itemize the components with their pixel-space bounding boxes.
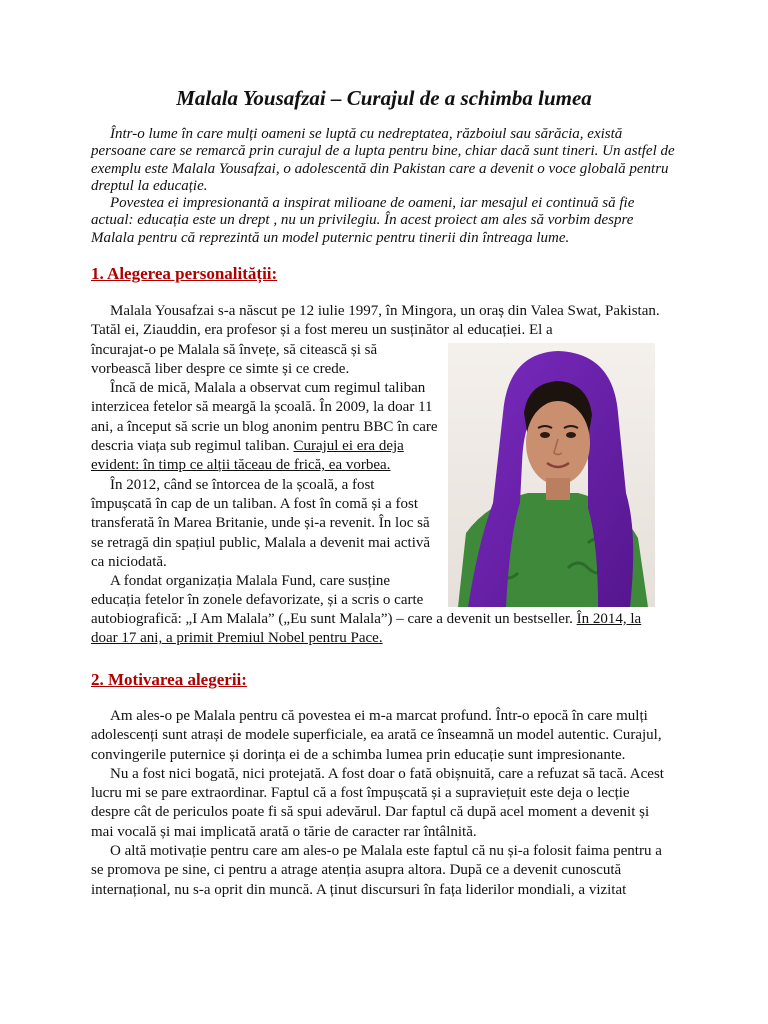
section1-paragraph-4-start: A fondat organizația Malala Fund, care susține educația fetelor în zonele defavorizate, și a scris o carte xyxy=(91,573,424,609)
section2-paragraph-2: Nu a fost nici bogată, nici protejată. A fost doar o fată obișnuită, care a refuzat să tacă. Acest lucru mi se pare extraordinar. Faptul că a fost împușcată și a supraviețuit este deja o lecție despre cât de periculos poate fi să spui adevărul. Dar faptul că după acel moment a devenit și mai vocală și mai implicată arată o tărie de caracter rar întâlnită. xyxy=(91,765,664,840)
paragraph-4-text: autobiografică: „I Am Malala” („Eu sunt Malala”) – care a devenit un bestseller. xyxy=(91,611,577,627)
section1-paragraph-1-line: Malala Yousafzai s-a născut pe 12 iulie 1997, în Mingora, un oraș din Valea Swat, Pakistan. Tatăl ei, Ziauddin, era profesor și a fost mereu un susținător al educației. El a xyxy=(91,303,660,339)
underlined-nobel-sentence: În 2014, la doar 17 ani, a primit Premiul Nobel pentru Pace. xyxy=(91,611,642,647)
section1-wrapped-text xyxy=(91,341,439,611)
portrait-illustration xyxy=(448,343,655,607)
malala-portrait-photo xyxy=(448,343,655,607)
section1-paragraph-2 xyxy=(91,379,439,475)
section-heading-1: 1. Alegerea personalității: xyxy=(91,264,278,283)
intro-paragraph: Povestea ei impresionantă a inspirat milioane de oameni, iar mesajul ei continuă să fie actual: educația este un drept , nu un privilegiu. În acest proiect am ales să vorbim despre Malala pentru că reprezintă un model puternic pentru tinerii din întreaga lume. xyxy=(91,195,635,246)
section1-paragraph-4-end xyxy=(91,610,671,649)
section2-paragraph-1: Am ales-o pe Malala pentru că povestea ei m-a marcat profund. Într-o epocă în care mulți adolescenți sunt atrași de modele superficiale, ea arată ce înseamnă un model autentic. Curajul, convingerile puternice și dorința ei de a schimba lumea prin educație sunt impresionante. xyxy=(91,708,662,763)
underlined-quote: Curajul ei era deja evident: în timp ce alții tăceau de frică, ea vorbea. xyxy=(91,438,404,474)
intro-paragraph: Într-o lume în care mulți oameni se luptă cu nedreptatea, războiul sau sărăcia, există persoane care se remarcă prin curajul de a lupta pentru bine, chiar dacă sunt tineri. Un astfel de exemplu este Malala Yousafzai, o adolescentă din Pakistan care a devenit o voce globală pentru dreptul la educație. xyxy=(91,126,675,194)
section1-paragraph-3: În 2012, când se întorcea de la școală, a fost împușcată în cap de un taliban. A fost în comă și a fost transferată în Marea Britanie, unde și-a revenit. În loc să se retragă din spațiul public, Malala a devenit mai activă ca niciodată. xyxy=(91,476,431,570)
section1-paragraph-1-rest: încurajat-o pe Malala să învețe, să citească și să vorbească liber despre ce simte și ce crede. xyxy=(91,341,378,377)
section-heading-2: 2. Motivarea alegerii: xyxy=(91,670,247,689)
intro-block xyxy=(91,126,676,247)
section1-paragraph-start xyxy=(91,302,671,341)
section1-paragraph-4-rest xyxy=(91,610,671,649)
section2-body xyxy=(91,707,671,900)
section2-paragraph-3: O altă motivație pentru care am ales-o pe Malala este faptul că nu și-a folosit faima pentru a se promova pe sine, ci pentru a atrage atenția asupra altora. După ce a devenit cunoscută internațional, nu s-a oprit din muncă. A ținut discursuri în fața liderilor mondiali, a vizitat xyxy=(91,843,662,898)
paragraph-2-text: Încă de mică, Malala a observat cum regimul taliban interzicea fetelor să meargă la școală. În 2009, la doar 11 ani, a început să scrie un blog anonim pentru BBC în care descria viața sub regimul taliban. xyxy=(91,380,438,455)
document-title: Malala Yousafzai – Curajul de a schimba lumea xyxy=(176,86,592,110)
